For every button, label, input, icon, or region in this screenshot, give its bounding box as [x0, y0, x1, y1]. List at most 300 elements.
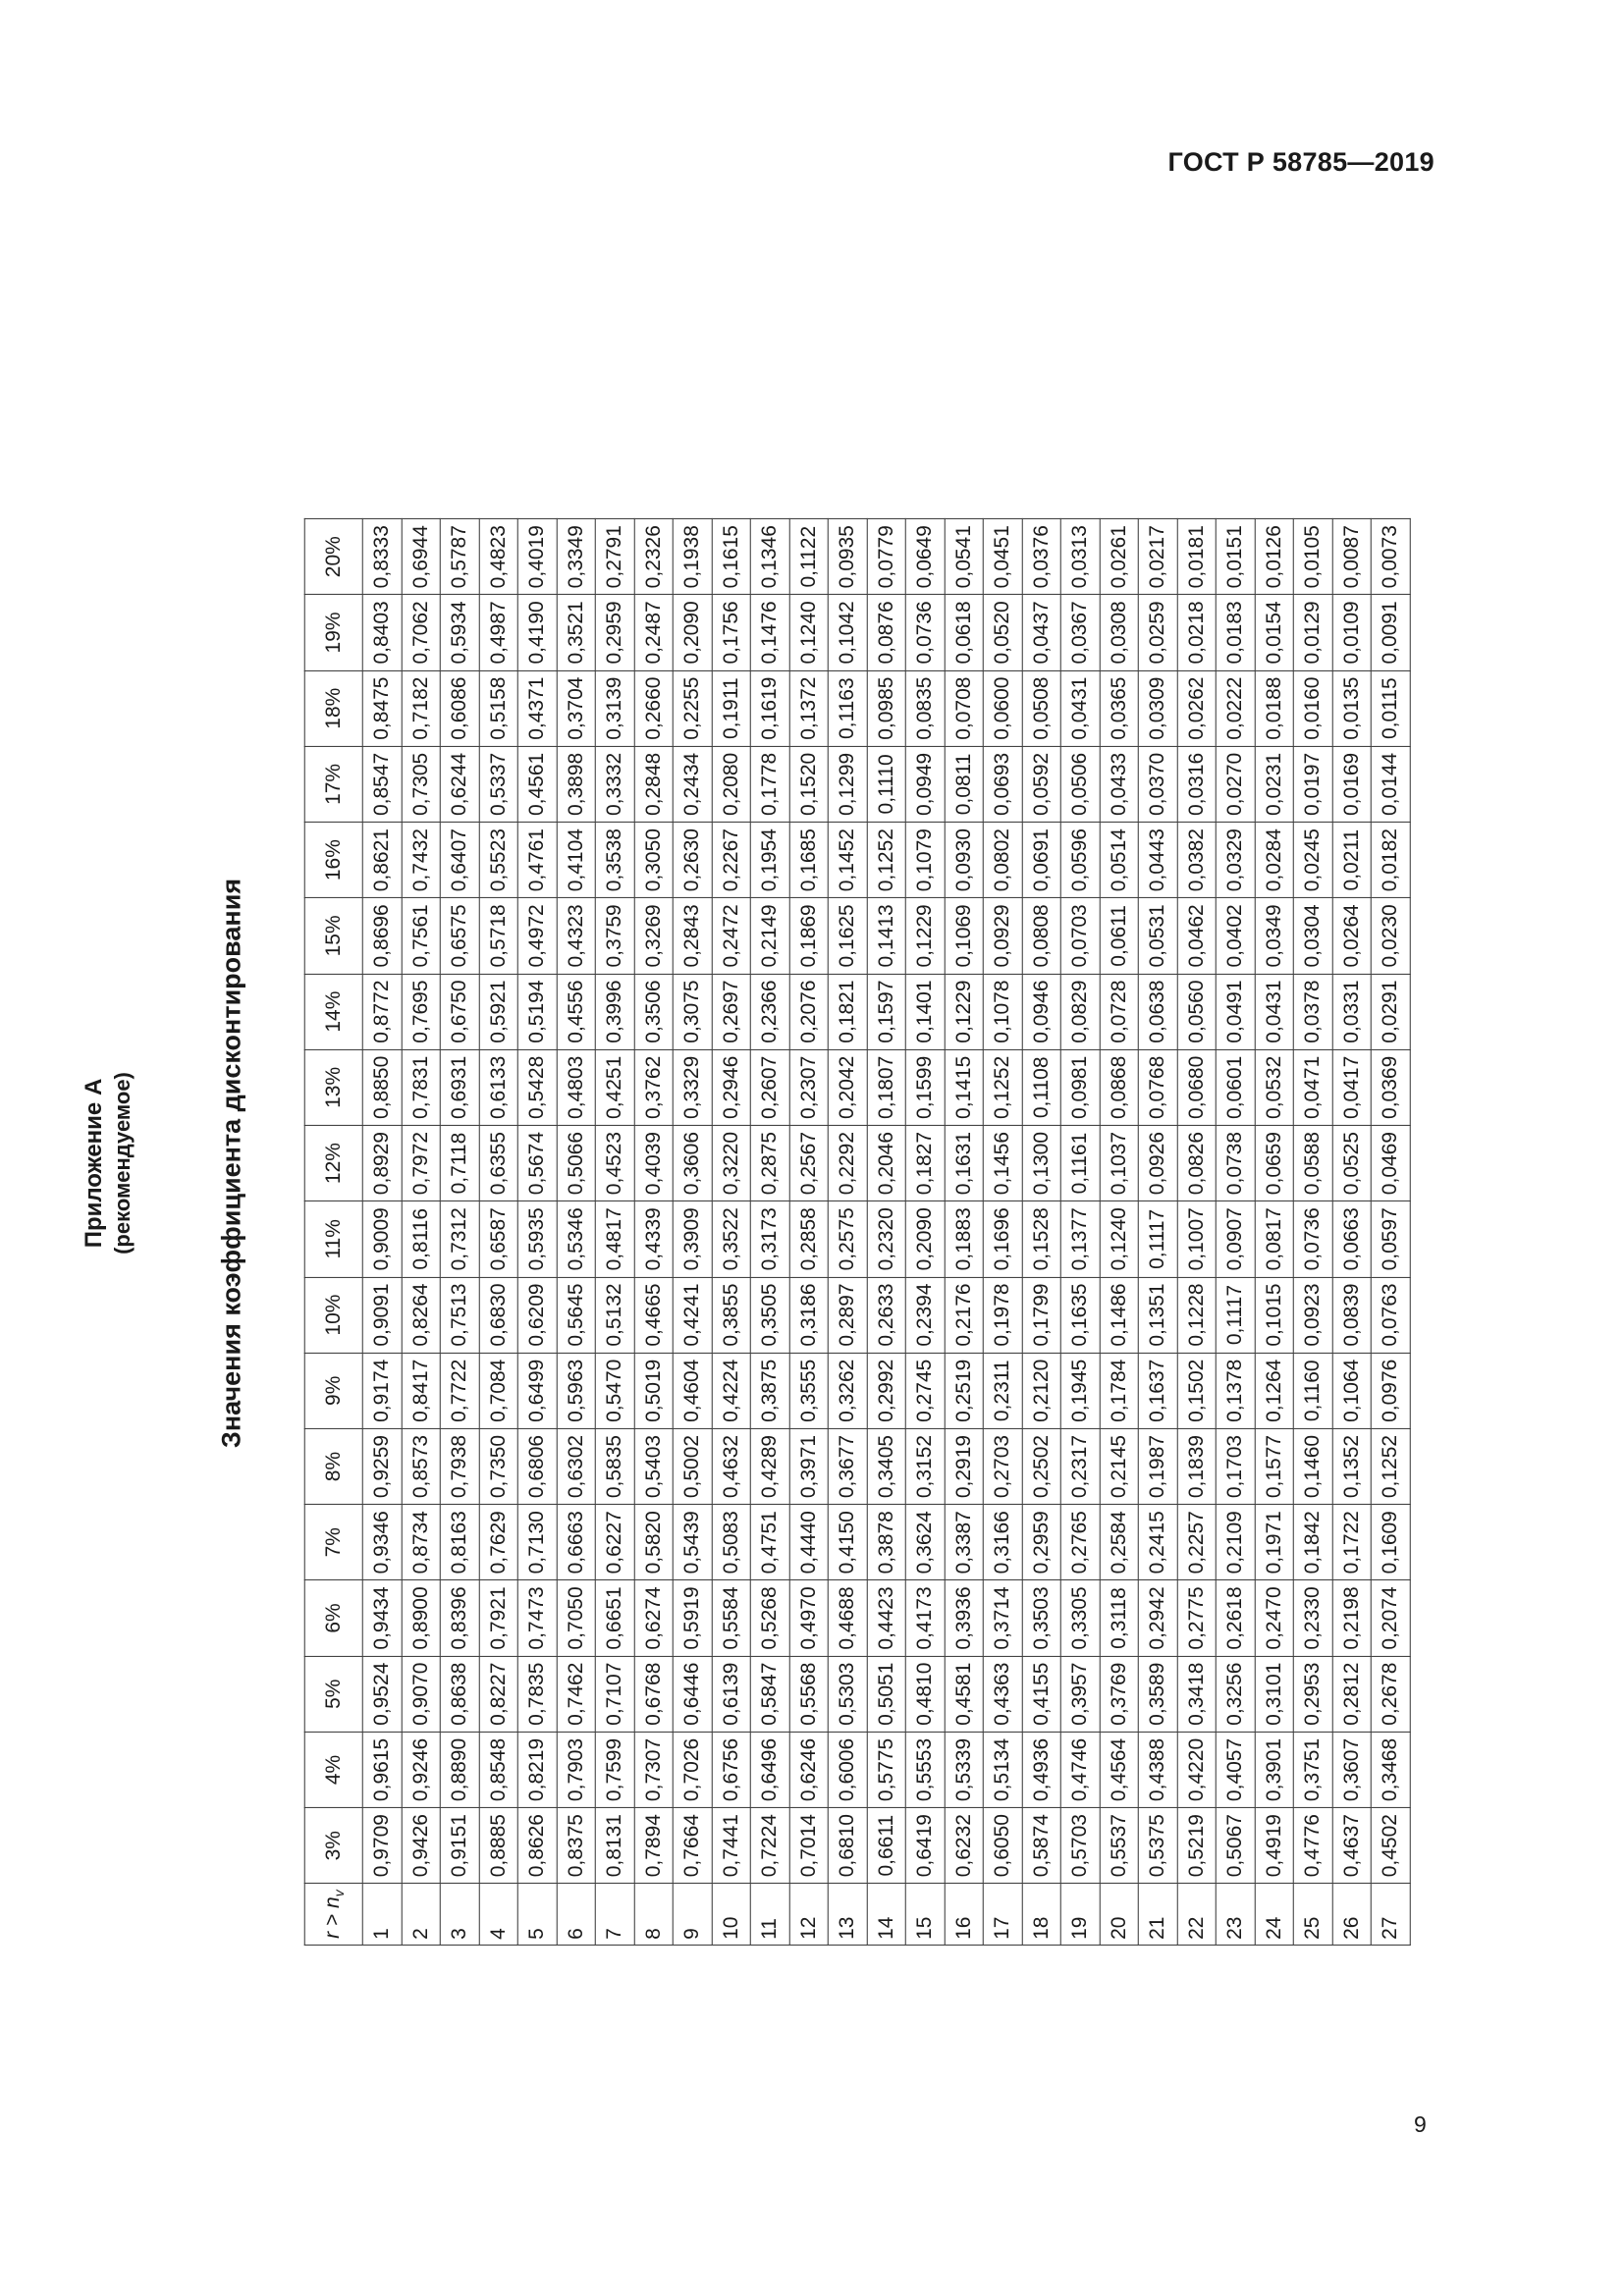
table-row: [479, 519, 518, 1946]
table-cell: 0,2366: [750, 974, 789, 1049]
table-cell: 0,5194: [517, 974, 557, 1049]
table-cell: 0,9091: [362, 1277, 402, 1353]
table-cell: 0,2630: [673, 823, 712, 898]
table-cell: 0,3521: [557, 595, 596, 670]
table-cell: 0,0811: [945, 746, 984, 822]
row-period-cell: 14: [867, 1884, 906, 1946]
table-cell: 0,7014: [789, 1808, 829, 1884]
table-cell: 0,0663: [1332, 1201, 1372, 1277]
table-cell: 0,1264: [1255, 1353, 1294, 1428]
table-cell: 0,1615: [712, 519, 751, 595]
column-header: 16%: [304, 823, 362, 898]
table-cell: 0,8772: [362, 974, 402, 1049]
table-cell: 0,5787: [440, 519, 479, 595]
table-cell: 0,0431: [1060, 670, 1100, 746]
table-cell: 0,4251: [595, 1049, 634, 1125]
table-cell: 0,5674: [517, 1125, 557, 1201]
table-cell: 0,2257: [1177, 1505, 1217, 1580]
table-cell: 0,2633: [867, 1277, 906, 1353]
table-cell: 0,0638: [1138, 974, 1177, 1049]
row-period-cell: 16: [945, 1884, 984, 1946]
table-cell: 0,2875: [750, 1125, 789, 1201]
table-cell: 0,2176: [945, 1277, 984, 1353]
row-period-cell: 1: [362, 1884, 402, 1946]
table-cell: 0,0514: [1100, 823, 1139, 898]
table-cell: 0,1883: [945, 1201, 984, 1277]
table-cell: 0,6446: [673, 1656, 712, 1732]
table-cell: 0,3305: [1060, 1580, 1100, 1656]
table-cell: 0,4363: [983, 1656, 1022, 1732]
table-cell: 0,2307: [789, 1049, 829, 1125]
table-cell: 0,9151: [440, 1808, 479, 1884]
table-cell: 0,2843: [673, 898, 712, 974]
table-cell: 0,1252: [867, 823, 906, 898]
table-cell: 0,4104: [557, 823, 596, 898]
row-header-subscript: v: [330, 1890, 347, 1897]
table-cell: 0,1722: [1332, 1505, 1372, 1580]
table-cell: 0,2697: [712, 974, 751, 1049]
table-cell: 0,3139: [595, 670, 634, 746]
table-cell: 0,0817: [1255, 1201, 1294, 1277]
row-period-cell: 3: [440, 1884, 479, 1946]
table-cell: 0,7695: [402, 974, 441, 1049]
table-cell: 0,4019: [517, 519, 557, 595]
table-cell: 0,2812: [1332, 1656, 1372, 1732]
table-cell: 0,1401: [905, 974, 945, 1049]
table-cell: 0,6419: [905, 1808, 945, 1884]
table-cell: 0,0217: [1138, 519, 1177, 595]
table-cell: 0,6227: [595, 1505, 634, 1580]
table-cell: 0,1161: [1060, 1125, 1100, 1201]
table-cell: 0,0329: [1216, 823, 1255, 898]
table-cell: 0,4751: [750, 1505, 789, 1580]
table-cell: 0,3050: [634, 823, 674, 898]
table-cell: 0,0929: [983, 898, 1022, 974]
table-cell: 0,0469: [1371, 1125, 1410, 1201]
table-cell: 0,3878: [867, 1505, 906, 1580]
table-cell: 0,1486: [1100, 1277, 1139, 1353]
table-cell: 0,0270: [1216, 746, 1255, 822]
table-row: [1293, 519, 1332, 1946]
table-cell: 0,1971: [1255, 1505, 1294, 1580]
table-cell: 0,3186: [789, 1277, 829, 1353]
table-cell: 0,0736: [1293, 1201, 1332, 1277]
table-cell: 0,0907: [1216, 1201, 1255, 1277]
table-cell: 0,8163: [440, 1505, 479, 1580]
table-cell: 0,5963: [557, 1353, 596, 1428]
table-cell: 0,1938: [673, 519, 712, 595]
table-cell: 0,0188: [1255, 670, 1294, 746]
table-cell: 0,5919: [673, 1580, 712, 1656]
table-cell: 0,0231: [1255, 746, 1294, 822]
table-cell: 0,2607: [750, 1049, 789, 1125]
table-cell: 0,0611: [1100, 898, 1139, 974]
table-cell: 0,6806: [517, 1428, 557, 1504]
table-cell: 0,1378: [1216, 1353, 1255, 1428]
table-cell: 0,5158: [479, 670, 518, 746]
table-cell: 0,0291: [1371, 974, 1410, 1049]
table-cell: 0,1599: [905, 1049, 945, 1125]
table-cell: 0,0365: [1100, 670, 1139, 746]
table-cell: 0,3855: [712, 1277, 751, 1353]
table-cell: 0,0313: [1060, 519, 1100, 595]
table-cell: 0,7305: [402, 746, 441, 822]
table-cell: 0,5703: [1060, 1808, 1100, 1884]
annex-subtitle: (рекомендуемое): [110, 1072, 135, 1255]
table-cell: 0,2942: [1138, 1580, 1177, 1656]
table-cell: 0,0378: [1293, 974, 1332, 1049]
table-cell: 0,4936: [1022, 1732, 1061, 1807]
table-cell: 0,0349: [1255, 898, 1294, 974]
table-cell: 0,4604: [673, 1353, 712, 1428]
table-cell: 0,5403: [634, 1428, 674, 1504]
table-cell: 0,3751: [1293, 1732, 1332, 1807]
table-cell: 0,2858: [789, 1201, 829, 1277]
table-cell: 0,2946: [712, 1049, 751, 1125]
table-cell: 0,0935: [828, 519, 867, 595]
table-cell: 0,7084: [479, 1353, 518, 1428]
table-cell: 0,4665: [634, 1277, 674, 1353]
table-cell: 0,2120: [1022, 1353, 1061, 1428]
table-cell: 0,6246: [789, 1732, 829, 1807]
table-cell: 0,4339: [634, 1201, 674, 1277]
table-cell: 0,1502: [1177, 1353, 1217, 1428]
table-cell: 0,9174: [362, 1353, 402, 1428]
table-row: [1216, 519, 1255, 1946]
row-period-cell: 17: [983, 1884, 1022, 1946]
table-cell: 0,2678: [1371, 1656, 1410, 1732]
table-cell: 0,4502: [1371, 1808, 1410, 1884]
table-cell: 0,4970: [789, 1580, 829, 1656]
table-cell: 0,1807: [867, 1049, 906, 1125]
table-cell: 0,9246: [402, 1732, 441, 1807]
table-cell: 0,6944: [402, 519, 441, 595]
table-cell: 0,3220: [712, 1125, 751, 1201]
table-cell: 0,4241: [673, 1277, 712, 1353]
table-cell: 0,4761: [517, 823, 557, 898]
table-cell: 0,0541: [945, 519, 984, 595]
table-cell: 0,3957: [1060, 1656, 1100, 1732]
table-cell: 0,1229: [905, 898, 945, 974]
table-row: [905, 519, 945, 1946]
table-cell: 0,8734: [402, 1505, 441, 1580]
table-cell: 0,2320: [867, 1201, 906, 1277]
table-cell: 0,4173: [905, 1580, 945, 1656]
table-cell: 0,6133: [479, 1049, 518, 1125]
table-cell: 0,6651: [595, 1580, 634, 1656]
table-cell: 0,4150: [828, 1505, 867, 1580]
table-cell: 0,1352: [1332, 1428, 1372, 1504]
table-cell: 0,1415: [945, 1049, 984, 1125]
table-cell: 0,1954: [750, 823, 789, 898]
table-cell: 0,1625: [828, 898, 867, 974]
table-rotator: [304, 518, 1411, 1946]
column-header: 20%: [304, 519, 362, 595]
table-cell: 0,7130: [517, 1505, 557, 1580]
table-row: [1022, 519, 1061, 1946]
table-cell: 0,2434: [673, 746, 712, 822]
table-cell: 0,4637: [1332, 1808, 1372, 1884]
table-cell: 0,0532: [1255, 1049, 1294, 1125]
table-cell: 0,2775: [1177, 1580, 1217, 1656]
table-cell: 0,0309: [1138, 670, 1177, 746]
table-cell: 0,0768: [1138, 1049, 1177, 1125]
table-cell: 0,2145: [1100, 1428, 1139, 1504]
row-period-cell: 23: [1216, 1884, 1255, 1946]
table-cell: 0,1456: [983, 1125, 1022, 1201]
table-row: [945, 519, 984, 1946]
table-cell: 0,0218: [1177, 595, 1217, 670]
table-cell: 0,2992: [867, 1353, 906, 1428]
table-cell: 0,3405: [867, 1428, 906, 1504]
table-cell: 0,4776: [1293, 1808, 1332, 1884]
table-cell: 0,0985: [867, 670, 906, 746]
table-cell: 0,5568: [789, 1656, 829, 1732]
table-cell: 0,3996: [595, 974, 634, 1049]
table-cell: 0,5553: [905, 1732, 945, 1807]
table-cell: 0,5921: [479, 974, 518, 1049]
table-cell: 0,1108: [1022, 1049, 1061, 1125]
table-cell: 0,0471: [1293, 1049, 1332, 1125]
table-cell: 0,2317: [1060, 1428, 1100, 1504]
table-row: [362, 519, 402, 1946]
table-cell: 0,3349: [557, 519, 596, 595]
table-cell: 0,0183: [1216, 595, 1255, 670]
page-number: 9: [1414, 2111, 1427, 2137]
table-cell: 0,1597: [867, 974, 906, 1049]
column-header: 7%: [304, 1505, 362, 1580]
table-row: [712, 519, 751, 1946]
table-cell: 0,7938: [440, 1428, 479, 1504]
table-cell: 0,2472: [712, 898, 751, 974]
column-header: 5%: [304, 1656, 362, 1732]
table-cell: 0,8626: [517, 1808, 557, 1884]
table-cell: 0,1346: [750, 519, 789, 595]
table-cell: 0,3075: [673, 974, 712, 1049]
table-cell: 0,7561: [402, 898, 441, 974]
table-cell: 0,0736: [905, 595, 945, 670]
row-period-cell: 10: [712, 1884, 751, 1946]
table-cell: 0,0949: [905, 746, 945, 822]
table-cell: 0,1240: [789, 595, 829, 670]
table-cell: 0,3418: [1177, 1656, 1217, 1732]
table-cell: 0,4803: [557, 1049, 596, 1125]
row-period-cell: 7: [595, 1884, 634, 1946]
table-row: [1332, 519, 1372, 1946]
column-header: 9%: [304, 1353, 362, 1428]
annex-title: Приложение А: [81, 1078, 107, 1249]
table-cell: 0,7441: [712, 1808, 751, 1884]
table-cell: 0,1037: [1100, 1125, 1139, 1201]
table-cell: 0,3538: [595, 823, 634, 898]
table-cell: 0,8573: [402, 1428, 441, 1504]
table-cell: 0,1069: [945, 898, 984, 974]
table-cell: 0,9709: [362, 1808, 402, 1884]
table-cell: 0,3936: [945, 1580, 984, 1656]
row-period-cell: 18: [1022, 1884, 1061, 1946]
table-cell: 0,0520: [983, 595, 1022, 670]
table-cell: 0,0331: [1332, 974, 1372, 1049]
table-cell: 0,9524: [362, 1656, 402, 1732]
table-cell: 0,0618: [945, 595, 984, 670]
table-cell: 0,7722: [440, 1353, 479, 1428]
row-period-cell: 4: [479, 1884, 518, 1946]
table-cell: 0,0802: [983, 823, 1022, 898]
table-row: [1100, 519, 1139, 1946]
table-cell: 0,8475: [362, 670, 402, 746]
table-cell: 0,7462: [557, 1656, 596, 1732]
table-cell: 0,3173: [750, 1201, 789, 1277]
table-cell: 0,4323: [557, 898, 596, 974]
table-cell: 0,1528: [1022, 1201, 1061, 1277]
table-cell: 0,4423: [867, 1580, 906, 1656]
table-cell: 0,0367: [1060, 595, 1100, 670]
table-cell: 0,1945: [1060, 1353, 1100, 1428]
table-row: [1371, 519, 1410, 1946]
table-cell: 0,4440: [789, 1505, 829, 1580]
table-cell: 0,0105: [1293, 519, 1332, 595]
table-cell: 0,1827: [905, 1125, 945, 1201]
table-cell: 0,3769: [1100, 1656, 1139, 1732]
table-cell: 0,5820: [634, 1505, 674, 1580]
table-cell: 0,2765: [1060, 1505, 1100, 1580]
table-cell: 0,4556: [557, 974, 596, 1049]
table-cell: 0,3677: [828, 1428, 867, 1504]
table-cell: 0,0431: [1255, 974, 1294, 1049]
table-cell: 0,1240: [1100, 1201, 1139, 1277]
table-cell: 0,0197: [1293, 746, 1332, 822]
column-header: 6%: [304, 1580, 362, 1656]
table-cell: 0,3505: [750, 1277, 789, 1353]
table-cell: 0,7835: [517, 1656, 557, 1732]
table-cell: 0,1869: [789, 898, 829, 974]
column-header: 19%: [304, 595, 362, 670]
table-cell: 0,7118: [440, 1125, 479, 1201]
table-cell: 0,5337: [479, 746, 518, 822]
table-cell: 0,2919: [945, 1428, 984, 1504]
table-cell: 0,1635: [1060, 1277, 1100, 1353]
table-cell: 0,0829: [1060, 974, 1100, 1049]
table-cell: 0,8850: [362, 1049, 402, 1125]
table-cell: 0,1799: [1022, 1277, 1061, 1353]
table-cell: 0,4632: [712, 1428, 751, 1504]
table-cell: 0,5268: [750, 1580, 789, 1656]
table-cell: 0,5470: [595, 1353, 634, 1428]
table-cell: 0,1007: [1177, 1201, 1217, 1277]
table-cell: 0,0151: [1216, 519, 1255, 595]
table-cell: 0,3875: [750, 1353, 789, 1428]
table-cell: 0,0876: [867, 595, 906, 670]
table-cell: 0,9434: [362, 1580, 402, 1656]
row-header-cell: [304, 1884, 362, 1946]
table-cell: 0,0508: [1022, 670, 1061, 746]
table-cell: 0,5584: [712, 1580, 751, 1656]
table-cell: 0,6274: [634, 1580, 674, 1656]
table-cell: 0,7432: [402, 823, 441, 898]
table-cell: 0,4810: [905, 1656, 945, 1732]
table-cell: 0,1821: [828, 974, 867, 1049]
table-cell: 0,6244: [440, 746, 479, 822]
table-header-row: [304, 519, 362, 1946]
table-cell: 0,6139: [712, 1656, 751, 1732]
table-cell: 0,4220: [1177, 1732, 1217, 1807]
table-cell: 0,5375: [1138, 1808, 1177, 1884]
table-cell: 0,0531: [1138, 898, 1177, 974]
table-cell: 0,2394: [905, 1277, 945, 1353]
table-cell: 0,4190: [517, 595, 557, 670]
table-cell: 0,4561: [517, 746, 557, 822]
table-cell: 0,2584: [1100, 1505, 1139, 1580]
table-cell: 0,3606: [673, 1125, 712, 1201]
table-row: [983, 519, 1022, 1946]
table-cell: 0,0135: [1332, 670, 1372, 746]
table-cell: 0,4371: [517, 670, 557, 746]
row-period-cell: 19: [1060, 1884, 1100, 1946]
table-cell: 0,2311: [983, 1353, 1022, 1428]
table-cell: 0,1015: [1255, 1277, 1294, 1353]
table-cell: 0,9426: [402, 1808, 441, 1884]
table-row: [634, 519, 674, 1946]
table-row: [440, 519, 479, 1946]
table-cell: 0,2897: [828, 1277, 867, 1353]
table-cell: 0,5934: [440, 595, 479, 670]
table-cell: 0,2470: [1255, 1580, 1294, 1656]
table-cell: 0,0154: [1255, 595, 1294, 670]
table-cell: 0,7050: [557, 1580, 596, 1656]
table-cell: 0,3522: [712, 1201, 751, 1277]
table-cell: 0,6499: [517, 1353, 557, 1428]
table-cell: 0,0126: [1255, 519, 1294, 595]
table-cell: 0,2791: [595, 519, 634, 595]
table-cell: 0,2502: [1022, 1428, 1061, 1504]
table-cell: 0,9070: [402, 1656, 441, 1732]
table-cell: 0,2198: [1332, 1580, 1372, 1656]
table-cell: 0,2326: [634, 519, 674, 595]
table-cell: 0,0926: [1138, 1125, 1177, 1201]
table-cell: 0,3589: [1138, 1656, 1177, 1732]
table-cell: 0,6663: [557, 1505, 596, 1580]
column-header: 18%: [304, 670, 362, 746]
table-cell: 0,0763: [1371, 1277, 1410, 1353]
table-cell: 0,5132: [595, 1277, 634, 1353]
table-cell: 0,1842: [1293, 1505, 1332, 1580]
table-cell: 0,1696: [983, 1201, 1022, 1277]
table-cell: 0,3256: [1216, 1656, 1255, 1732]
table-cell: 0,1978: [983, 1277, 1022, 1353]
table-cell: 0,2848: [634, 746, 674, 822]
table-cell: 0,1163: [828, 670, 867, 746]
table-row: [595, 519, 634, 1946]
table-cell: 0,5002: [673, 1428, 712, 1504]
table-cell: 0,2415: [1138, 1505, 1177, 1580]
table-cell: 0,0169: [1332, 746, 1372, 822]
table-cell: 0,1452: [828, 823, 867, 898]
table-cell: 0,6810: [828, 1808, 867, 1884]
table-cell: 0,6232: [945, 1808, 984, 1884]
table-cell: 0,4972: [517, 898, 557, 974]
table-cell: 0,0703: [1060, 898, 1100, 974]
table-cell: 0,1756: [712, 595, 751, 670]
table-cell: 0,6355: [479, 1125, 518, 1201]
table-cell: 0,2255: [673, 670, 712, 746]
table-cell: 0,1299: [828, 746, 867, 822]
table-cell: 0,1631: [945, 1125, 984, 1201]
table-row: [517, 519, 557, 1946]
table-cell: 0,3909: [673, 1201, 712, 1277]
table-cell: 0,0946: [1022, 974, 1061, 1049]
table-cell: 0,0073: [1371, 519, 1410, 595]
table-row: [1060, 519, 1100, 1946]
